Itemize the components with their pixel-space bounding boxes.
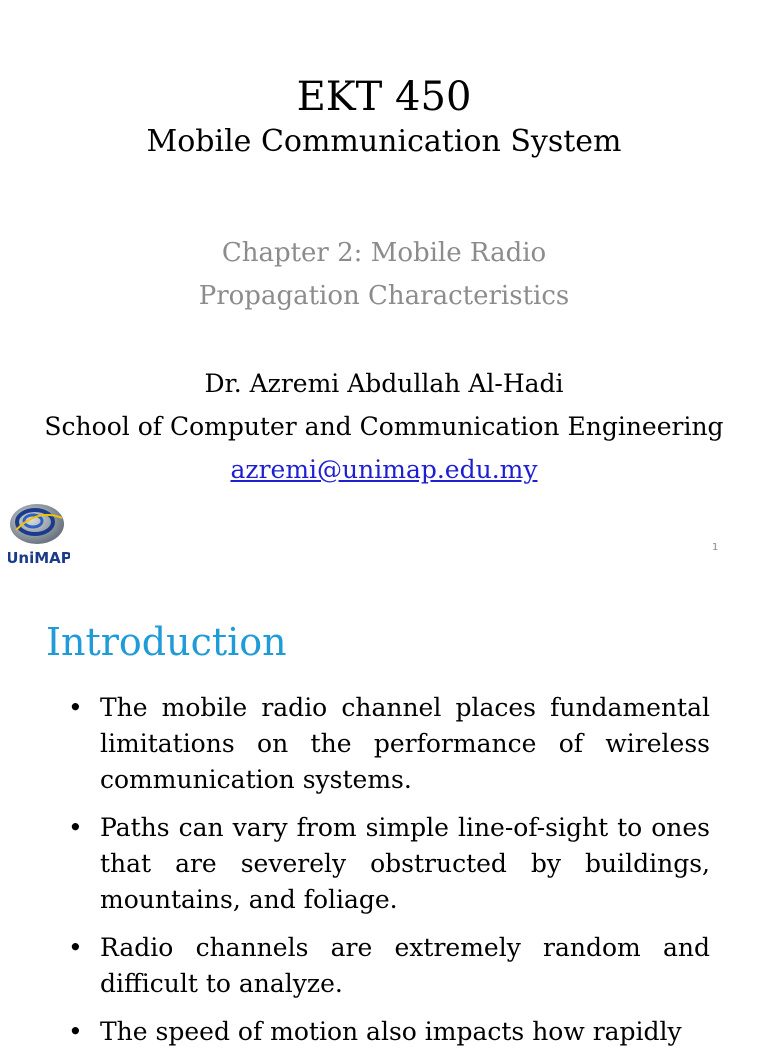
- bullet-text: Radio channels are extremely random and difficult to analyze.: [100, 933, 710, 998]
- logo-text: UniMAP: [8, 549, 70, 567]
- bullet-item: [0, 810, 710, 918]
- school-name: School of Computer and Communication Engineering: [44, 412, 724, 441]
- bullet-icon: •: [68, 813, 83, 842]
- introduction-slide: [0, 590, 768, 1046]
- bullet-text: Paths can vary from simple line-of-sight to ones that are severely obstructed by buildings, mountains, and foliage.: [100, 813, 710, 914]
- bullet-icon: •: [68, 933, 83, 962]
- author-block: [0, 362, 768, 491]
- bullet-icon: •: [68, 693, 83, 722]
- course-name: Mobile Communication System: [146, 124, 622, 159]
- chapter-title-line1: Chapter 2: Mobile Radio: [221, 238, 547, 268]
- bullet-item: [0, 1014, 710, 1050]
- bullet-text: The mobile radio channel places fundamental limitations on the performance of wireless communication systems.: [100, 693, 710, 794]
- bullet-item: [0, 690, 710, 798]
- chapter-title: [0, 232, 768, 318]
- bullet-icon: •: [68, 1017, 83, 1046]
- author-name: Dr. Azremi Abdullah Al-Hadi: [204, 369, 564, 398]
- bullet-text: The speed of motion also impacts how rapidly: [100, 1017, 682, 1046]
- slide-title: Introduction: [46, 620, 287, 664]
- course-code: EKT 450: [296, 74, 472, 120]
- unimap-logo: [8, 500, 70, 570]
- bullet-item: [0, 930, 710, 1002]
- email-link[interactable]: azremi@unimap.edu.my: [230, 455, 538, 484]
- bullet-list: [0, 690, 768, 1062]
- page-number: 1: [712, 542, 719, 553]
- chapter-title-line2: Propagation Characteristics: [198, 281, 570, 311]
